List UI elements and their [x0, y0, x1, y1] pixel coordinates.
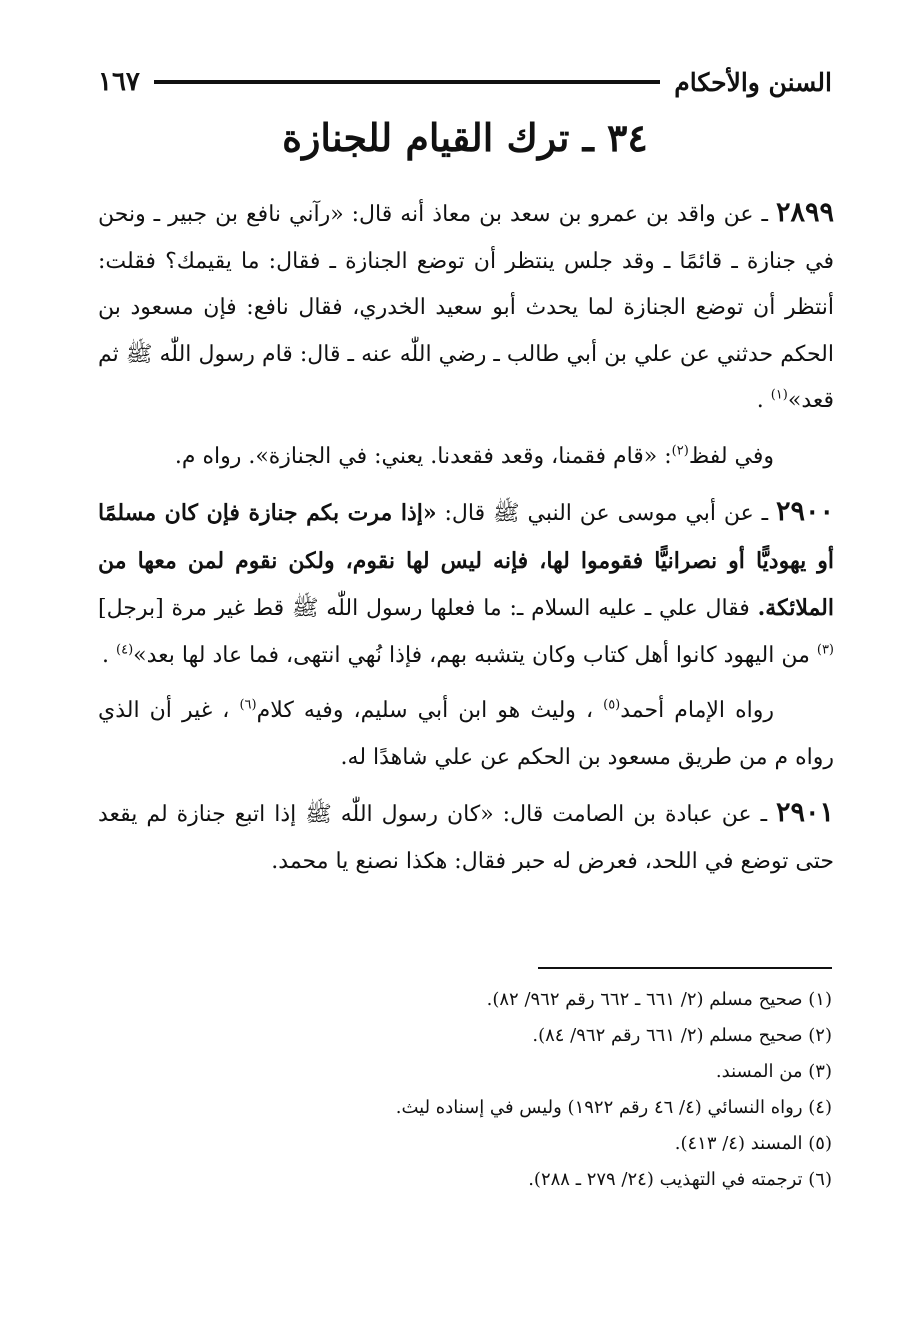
chapter-title: ٣٤ ـ ترك القيام للجنازة [282, 115, 648, 160]
hadith-number: ٢٩٠٠ [775, 496, 834, 527]
hadith-quote: «إذا مرت بكم جنازة فإن كان مسلمًا أو يهوديًّا أو نصرانيًّا فقوموا لها، فإنه ليس لها نقوم، ولكن نقوم لمن معها من الملائكة. [98, 500, 834, 621]
hadith-number: ٢٩٠١ [775, 797, 834, 828]
hadith-2901 [98, 790, 834, 885]
footnote-item: (٢) صحيح مسلم (٢/ ٦٦١ رقم ٩٦٢/ ٨٤). [532, 1025, 832, 1046]
hadith-2899 [98, 190, 834, 425]
variant-wording [98, 434, 834, 481]
page-body [98, 190, 834, 894]
footnote-ref: (٤) [116, 642, 134, 658]
footnote-item: (١) صحيح مسلم (٢/ ٦٦١ ـ ٦٦٢ رقم ٩٦٢/ ٨٢). [486, 989, 832, 1010]
footnote-ref: (٦) [239, 697, 257, 713]
footnote-ref: (٥) [603, 697, 621, 713]
footnote-item: (٦) ترجمته في التهذيب (٢٤/ ٢٧٩ ـ ٢٨٨). [528, 1169, 832, 1190]
footnote-item: (٣) من المسند. [715, 1061, 832, 1082]
variant-label: وفي لفظ [688, 443, 774, 469]
footnote-item: (٤) رواه النسائي (٤/ ٤٦ رقم ١٩٢٢) وليس في إسناده ليث. [395, 1097, 832, 1118]
page-header [98, 62, 832, 102]
hadith-number: ٢٨٩٩ [775, 197, 834, 228]
running-title: السنن والأحكام [674, 67, 832, 97]
variant-text: : «قام فقمنا، وقعد فقعدنا. يعني: في الجنازة». رواه م. [174, 443, 672, 469]
hadith-text: فقال علي ـ عليه السلام ـ: ما فعلها رسول اللّٰه ﷺ قط غير مرة [برجل] [98, 596, 758, 621]
hadith-text: ـ عن واقد بن عمرو بن سعد بن معاذ أنه قال: «رآني نافع بن جبير ـ ونحن في جنازة ـ قائمًا ـ وقد جلس ينتظر أن توضع الجنازة ـ فقال: ما يقيمك؟ فقلت: أنتظر أن توضع الجنازة لما يحدث أبو سعيد الخدري، فقال نافع: فإن مسعود بن الحكم حدثني عن علي بن أبي طالب ـ رضي اللّٰه عنه ـ قال: قام رسول اللّٰه ﷺ ثم قعد» [98, 202, 834, 413]
footnotes-list [98, 982, 832, 1198]
commentary-text-2: ، وليث هو ابن أبي سليم، وفيه كلام [256, 698, 604, 723]
header-rule [154, 80, 660, 84]
footnote-separator [538, 967, 832, 969]
hadith-text-2: من اليهود كانوا أهل كتاب وكان يتشبه بهم، فإذا نُهي انتهى، فما عاد لها بعد» [133, 642, 817, 668]
hadith-lead: ـ عن أبي موسى عن النبي ﷺ قال: [436, 501, 776, 526]
footnote-item: (٥) المسند (٤/ ٤١٣). [674, 1133, 832, 1154]
commentary-ahmad [98, 688, 834, 781]
commentary-text: رواه الإمام أحمد [620, 698, 774, 723]
commentary-text-3: ، غير أن الذي رواه م من طريق مسعود بن الحكم عن علي شاهدًا له. [98, 698, 834, 770]
footnote-ref: (١) [770, 387, 788, 403]
hadith-2900 [98, 489, 834, 679]
footnote-ref: (٢) [671, 443, 689, 459]
hadith-text: ـ عن عبادة بن الصامت قال: «كان رسول اللّٰه ﷺ إذا اتبع جنازة لم يقعد حتى توضع في اللحد، فعرض له حبر فقال: هكذا نصنع يا محمد. [98, 802, 834, 874]
page-number: ١٦٧ [98, 67, 140, 97]
footnote-ref: (٣) [816, 642, 834, 658]
hadith-end: . [756, 388, 771, 413]
hadith-end: . [102, 642, 117, 668]
